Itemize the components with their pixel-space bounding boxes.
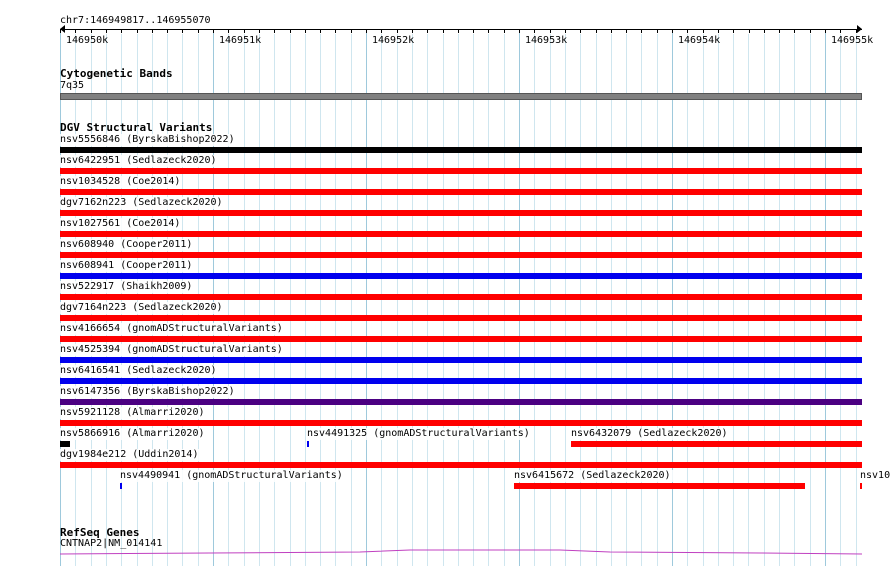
ruler-minor-tick xyxy=(427,29,428,33)
variant-feature[interactable] xyxy=(60,315,862,321)
ruler-tick-label: 146955k xyxy=(831,35,874,46)
variant-feature[interactable] xyxy=(571,441,862,447)
ruler-minor-tick xyxy=(213,29,214,33)
ruler-tick-label: 146951k xyxy=(219,35,262,46)
ruler-minor-tick xyxy=(641,29,642,33)
ruler-minor-tick xyxy=(764,29,765,33)
track-title-refseq: RefSeq Genes xyxy=(60,526,140,539)
ruler-tick-label: 146950k xyxy=(66,35,109,46)
ruler-minor-tick xyxy=(749,29,750,33)
ruler-minor-tick xyxy=(840,29,841,33)
variant-label[interactable]: nsv522917 (Shaikh2009) xyxy=(60,281,193,292)
variant-label[interactable]: nsv5866916 (Almarri2020) xyxy=(60,428,205,439)
ruler-minor-tick xyxy=(565,29,566,33)
ruler-minor-tick xyxy=(550,29,551,33)
variant-label[interactable]: nsv4491325 (gnomADStructuralVariants) xyxy=(307,428,530,439)
ruler-minor-tick xyxy=(611,29,612,33)
variant-feature[interactable] xyxy=(60,294,862,300)
ruler-minor-tick xyxy=(672,29,673,33)
ruler-minor-tick xyxy=(290,29,291,33)
cytoband-feature[interactable] xyxy=(60,93,862,100)
ruler-minor-tick xyxy=(274,29,275,33)
variant-feature[interactable] xyxy=(60,189,862,195)
ruler-minor-tick xyxy=(519,29,520,33)
variant-feature[interactable] xyxy=(60,441,70,447)
variant-label[interactable]: nsv4490941 (gnomADStructuralVariants) xyxy=(120,470,343,481)
variant-feature[interactable] xyxy=(60,336,862,342)
ruler-minor-tick xyxy=(504,29,505,33)
ruler-minor-tick xyxy=(259,29,260,33)
ruler-minor-tick xyxy=(657,29,658,33)
region-label: chr7:146949817..146955070 xyxy=(60,15,211,26)
ruler-minor-tick xyxy=(596,29,597,33)
variant-feature[interactable] xyxy=(60,273,862,279)
ruler-minor-tick xyxy=(75,29,76,33)
ruler-minor-tick xyxy=(687,29,688,33)
ruler-minor-tick xyxy=(718,29,719,33)
variant-label[interactable]: nsv6415672 (Sedlazeck2020) xyxy=(514,470,671,481)
variant-label[interactable]: nsv10 xyxy=(860,470,890,482)
cytoband-label: 7q35 xyxy=(60,80,85,91)
variant-feature[interactable] xyxy=(860,483,862,489)
variant-label[interactable]: nsv4525394 (gnomADStructuralVariants) xyxy=(60,344,283,355)
ruler-tick-label: 146953k xyxy=(525,35,568,46)
ruler-minor-tick xyxy=(381,29,382,33)
track-title-dgv: DGV Structural Variants xyxy=(60,121,213,134)
track-title-cytogenetic-bands: Cytogenetic Bands xyxy=(60,67,173,80)
variant-label[interactable]: nsv5556846 (ByrskaBishop2022) xyxy=(60,134,235,145)
variant-feature[interactable] xyxy=(60,462,862,468)
variant-label[interactable]: nsv6147356 (ByrskaBishop2022) xyxy=(60,386,235,397)
ruler-minor-tick xyxy=(228,29,229,33)
variant-feature[interactable] xyxy=(60,378,862,384)
variant-label[interactable]: dgv7162n223 (Sedlazeck2020) xyxy=(60,197,223,208)
ruler-minor-tick xyxy=(182,29,183,33)
ruler-minor-tick xyxy=(244,29,245,33)
ruler-minor-tick xyxy=(167,29,168,33)
ruler-minor-tick xyxy=(458,29,459,33)
variant-feature[interactable] xyxy=(60,147,862,153)
ruler-minor-tick xyxy=(60,29,61,33)
ruler-tick-label: 146954k xyxy=(678,35,721,46)
variant-label[interactable]: nsv608940 (Cooper2011) xyxy=(60,239,193,250)
ruler-minor-tick xyxy=(106,29,107,33)
variant-label[interactable]: nsv4166654 (gnomADStructuralVariants) xyxy=(60,323,283,334)
ruler-minor-tick xyxy=(320,29,321,33)
variant-feature[interactable] xyxy=(514,483,805,489)
variant-feature[interactable] xyxy=(60,357,862,363)
ruler-minor-tick xyxy=(335,29,336,33)
ruler-minor-tick xyxy=(488,29,489,33)
ruler-minor-tick xyxy=(534,29,535,33)
variant-label[interactable]: nsv1027561 (Coe2014) xyxy=(60,218,181,229)
variant-label[interactable]: nsv608941 (Cooper2011) xyxy=(60,260,193,271)
ruler-minor-tick xyxy=(137,29,138,33)
variant-feature[interactable] xyxy=(60,420,862,426)
gene-label[interactable]: CNTNAP2|NM_014141 xyxy=(60,538,163,549)
ruler-minor-tick xyxy=(580,29,581,33)
ruler-axis xyxy=(60,29,862,30)
variant-feature[interactable] xyxy=(120,483,122,489)
variant-label[interactable]: nsv6416541 (Sedlazeck2020) xyxy=(60,365,217,376)
ruler-minor-tick xyxy=(703,29,704,33)
variant-label[interactable]: nsv6432079 (Sedlazeck2020) xyxy=(571,428,728,439)
ruler-minor-tick xyxy=(91,29,92,33)
scroll-right-arrow-icon[interactable] xyxy=(857,25,862,33)
gene-model[interactable] xyxy=(60,546,862,558)
variant-feature[interactable] xyxy=(60,168,862,174)
variant-feature[interactable] xyxy=(60,399,862,405)
ruler-minor-tick xyxy=(779,29,780,33)
variant-label[interactable]: dgv1984e212 (Uddin2014) xyxy=(60,449,199,460)
ruler-minor-tick xyxy=(412,29,413,33)
ruler-minor-tick xyxy=(825,29,826,33)
variant-label[interactable]: dgv7164n223 (Sedlazeck2020) xyxy=(60,302,223,313)
ruler-minor-tick xyxy=(443,29,444,33)
ruler-minor-tick xyxy=(856,29,857,33)
ruler-minor-tick xyxy=(733,29,734,33)
ruler-minor-tick xyxy=(305,29,306,33)
ruler-minor-tick xyxy=(810,29,811,33)
ruler-minor-tick xyxy=(366,29,367,33)
ruler-minor-tick xyxy=(351,29,352,33)
ruler-minor-tick xyxy=(397,29,398,33)
variant-feature[interactable] xyxy=(60,252,862,258)
ruler-minor-tick xyxy=(121,29,122,33)
variant-feature[interactable] xyxy=(307,441,309,447)
variant-label[interactable]: nsv6422951 (Sedlazeck2020) xyxy=(60,155,217,166)
variant-feature[interactable] xyxy=(60,231,862,237)
ruler-minor-tick xyxy=(626,29,627,33)
ruler-minor-tick xyxy=(794,29,795,33)
ruler-tick-label: 146952k xyxy=(372,35,415,46)
variant-label[interactable]: nsv1034528 (Coe2014) xyxy=(60,176,181,187)
variant-label[interactable]: nsv5921128 (Almarri2020) xyxy=(60,407,205,418)
ruler-minor-tick xyxy=(473,29,474,33)
ruler-minor-tick xyxy=(198,29,199,33)
variant-feature[interactable] xyxy=(60,210,862,216)
ruler-minor-tick xyxy=(152,29,153,33)
